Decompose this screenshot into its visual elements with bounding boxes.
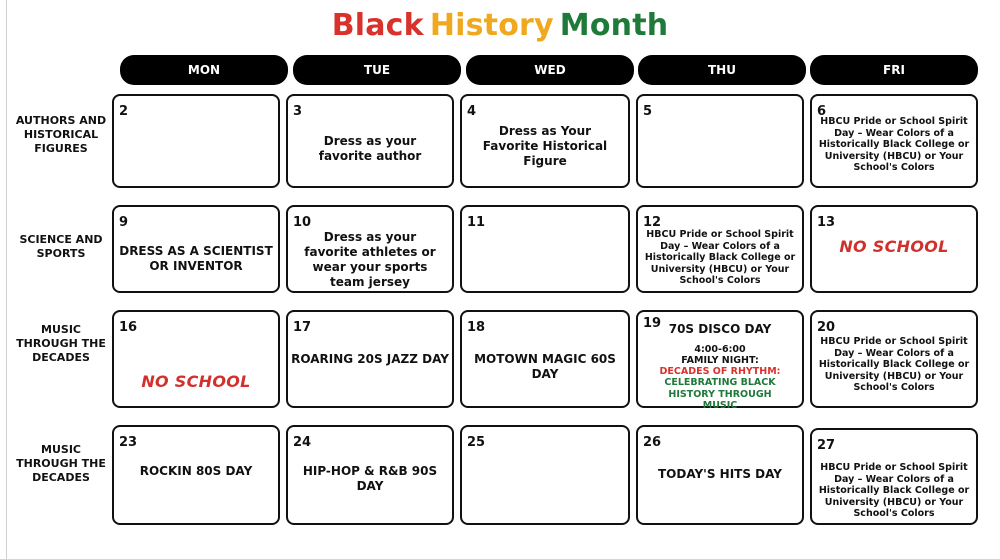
calendar-day-cell (460, 425, 630, 525)
calendar-day-cell (810, 94, 978, 188)
day-number: 23 (119, 435, 138, 450)
row-label-authors: AUTHORS AND HISTORICAL FIGURES (15, 114, 107, 155)
day-number: 9 (119, 215, 129, 230)
calendar-day-cell (636, 425, 804, 525)
day-header-wed: WED (466, 55, 634, 85)
day-number: 4 (467, 104, 477, 119)
day-event-text: DRESS AS A SCIENTIST OR INVENTOR (119, 244, 273, 273)
day-number: 24 (293, 435, 312, 450)
day-event-text: Dress as your favorite author (318, 134, 422, 163)
day-event-text: HBCU Pride or School Spirit Day – Wear Colors of a Historically Black College or University (HBCU) or Your School's Colors (818, 116, 970, 173)
day-number: 6 (817, 104, 827, 119)
event-description: CELEBRATING BLACK HISTORY THROUGH MUSIC (664, 377, 776, 411)
calendar-day-cell (460, 310, 630, 408)
day-number: 26 (643, 435, 662, 450)
day-header-mon: MON (120, 55, 288, 85)
calendar-day-cell (112, 425, 280, 525)
no-school-label: NO SCHOOL (839, 237, 949, 256)
calendar-day-cell (286, 205, 454, 293)
calendar-day-cell (112, 94, 280, 188)
day-event-text: TODAY'S HITS DAY (658, 467, 782, 481)
day-number: 3 (293, 104, 303, 119)
day-event-text: MOTOWN MAGIC 60S DAY (474, 352, 616, 381)
day-event-text: HBCU Pride or School Spirit Day – Wear Colors of a Historically Black College or University (HBCU) or Your School's Colors (644, 229, 796, 286)
day-number: 18 (467, 320, 486, 335)
day-event-text: Dress as your favorite athletes or wear your sports team jersey (304, 230, 436, 289)
day-number: 25 (467, 435, 486, 450)
day-header-fri: FRI (810, 55, 978, 85)
calendar-day-cell (286, 94, 454, 188)
day-number: 19 (643, 316, 662, 331)
event-subtitle: DECADES OF RHYTHM: (659, 366, 781, 377)
day-event-text: ROARING 20S JAZZ DAY (291, 352, 449, 366)
day-event-title: 70S DISCO DAY (668, 322, 772, 336)
row-label-music-2: MUSIC THROUGH THE DECADES (16, 443, 106, 484)
day-number: 2 (119, 104, 129, 119)
calendar-day-cell (112, 205, 280, 293)
row-label-science: SCIENCE AND SPORTS (19, 233, 103, 260)
calendar-day-cell (810, 310, 978, 408)
day-number: 11 (467, 215, 486, 230)
day-number: 13 (817, 215, 836, 230)
day-number: 16 (119, 320, 138, 335)
day-event-text: HIP-HOP & R&B 90S DAY (302, 464, 438, 493)
day-header-thu: THU (638, 55, 806, 85)
title-word-history: History (429, 8, 554, 43)
calendar-day-cell (810, 205, 978, 293)
calendar-day-cell (112, 310, 280, 408)
calendar-day-cell (810, 428, 978, 525)
day-event-text: Dress as Your Favorite Historical Figure (482, 124, 608, 168)
day-number: 12 (643, 215, 662, 230)
calendar-day-cell (636, 94, 804, 188)
day-event-text: ROCKIN 80S DAY (139, 464, 253, 478)
calendar-day-cell (636, 310, 804, 411)
event-time: 4:00-6:00 (694, 344, 746, 355)
day-event-text: HBCU Pride or School Spirit Day – Wear Colors of a Historically Black College or University (HBCU) or Your School's Colors (818, 336, 970, 393)
calendar-day-cell (460, 94, 630, 188)
no-school-label: NO SCHOOL (141, 372, 251, 391)
day-number: 17 (293, 320, 312, 335)
calendar-day-cell (286, 310, 454, 408)
title-word-black: Black (331, 8, 424, 43)
page-title (0, 8, 1000, 43)
day-event-text: HBCU Pride or School Spirit Day – Wear Colors of a Historically Black College or University (HBCU) or Your School's Colors (818, 462, 970, 519)
day-number: 5 (643, 104, 653, 119)
calendar-day-cell (460, 205, 630, 293)
row-label-music-1: MUSIC THROUGH THE DECADES (16, 323, 106, 364)
family-night-label: FAMILY NIGHT: (681, 355, 759, 366)
day-number: 10 (293, 215, 312, 230)
page-edge-rule (6, 0, 7, 559)
title-word-month: Month (559, 8, 669, 43)
calendar-day-cell (636, 205, 804, 293)
day-number: 27 (817, 438, 836, 453)
day-number: 20 (817, 320, 836, 335)
day-header-tue: TUE (293, 55, 461, 85)
calendar-day-cell (286, 425, 454, 525)
